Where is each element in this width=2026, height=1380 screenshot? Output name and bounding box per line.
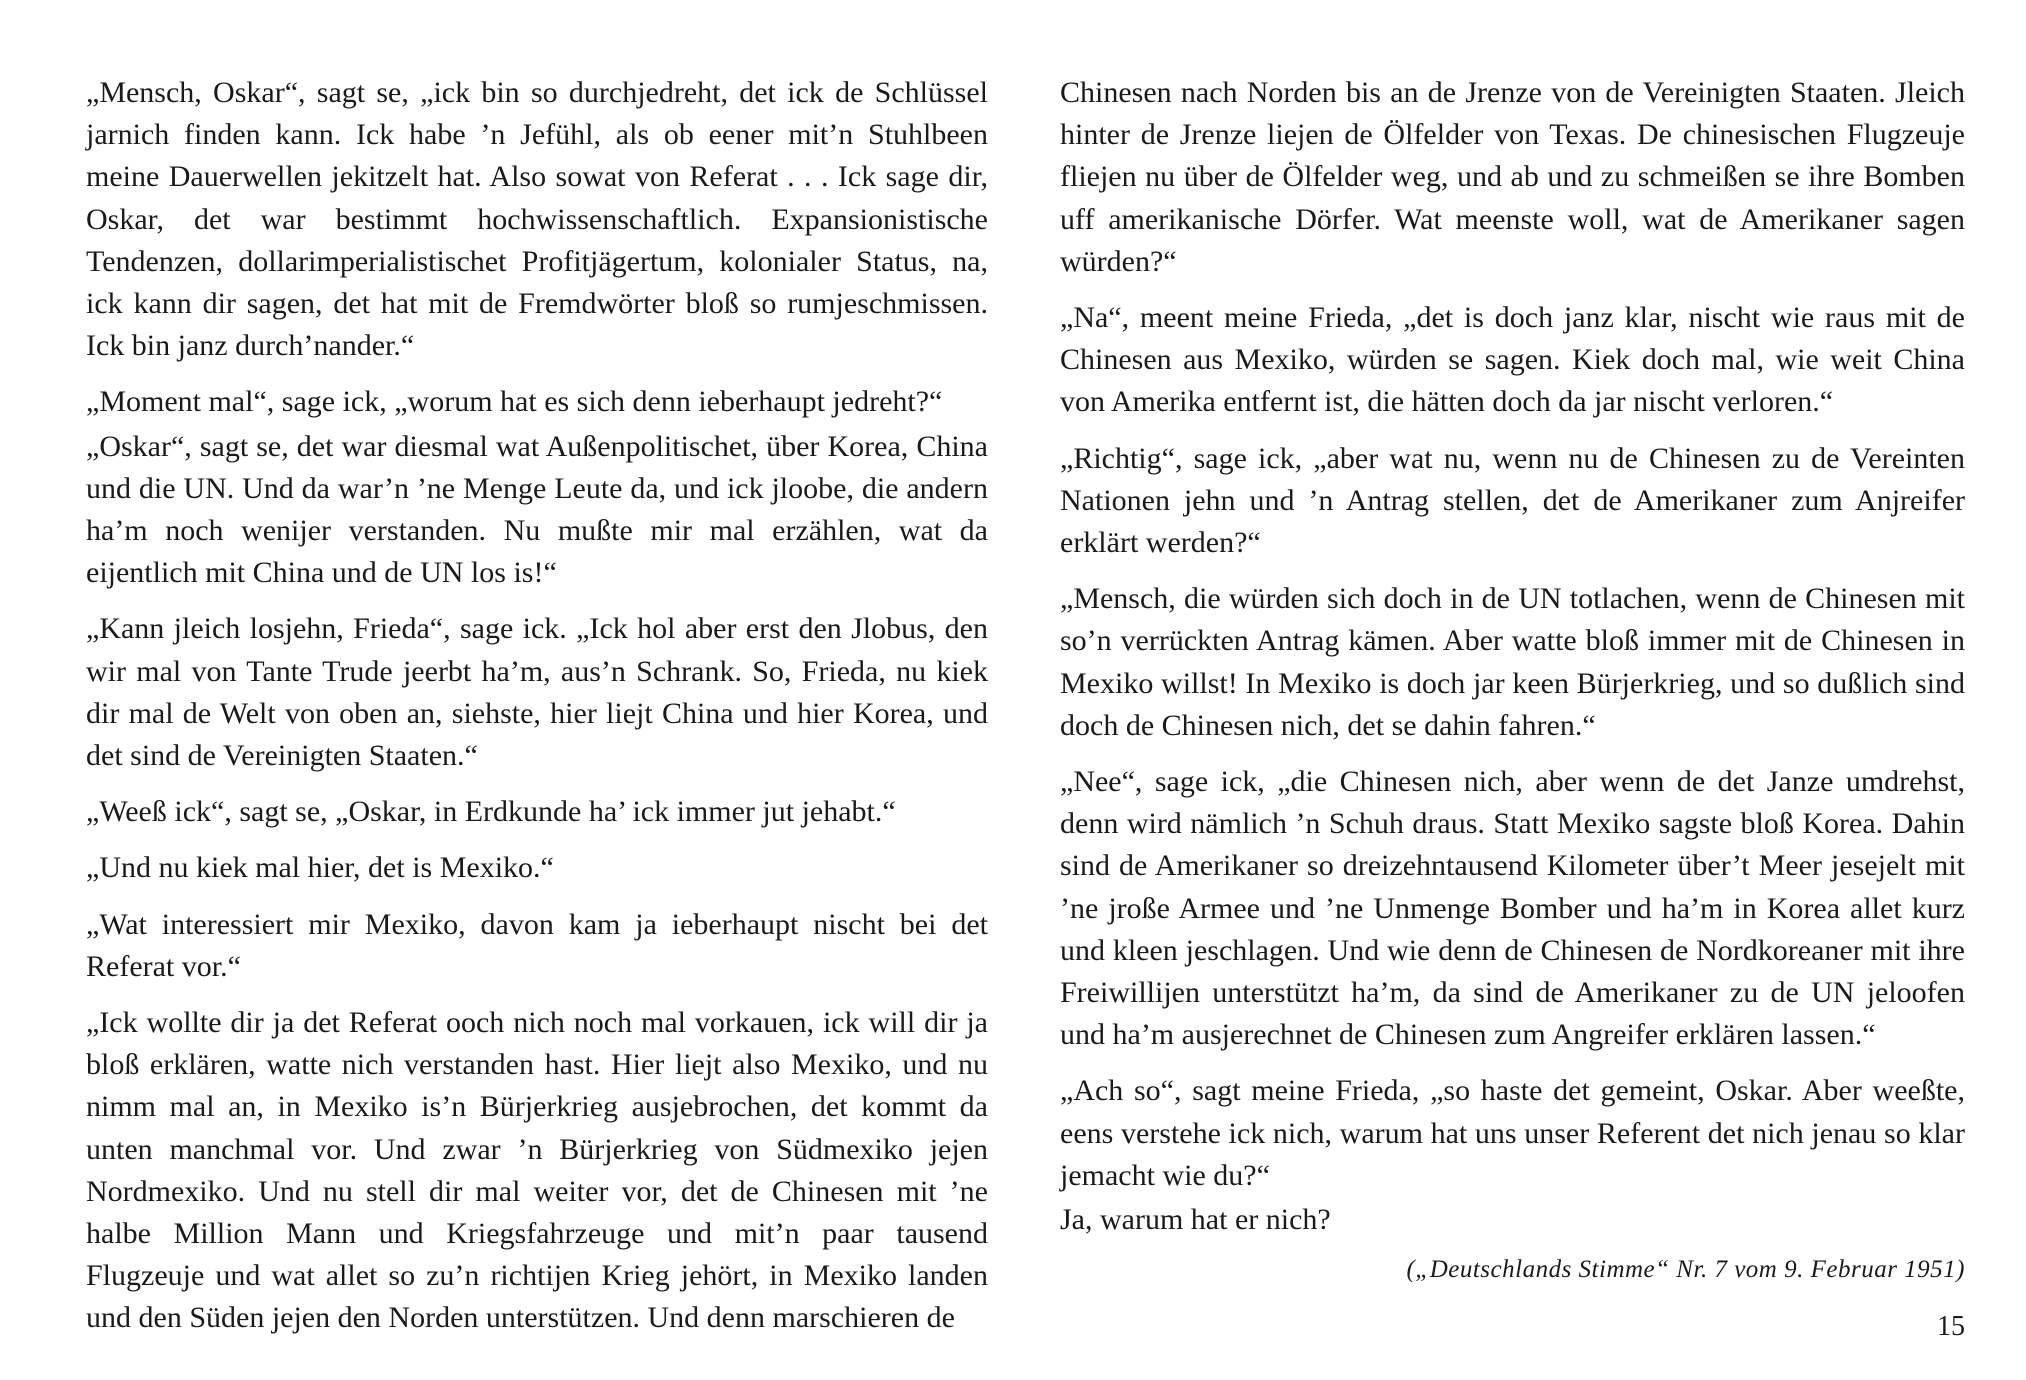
paragraph: „Ick wollte dir ja det Referat ooch nich noch mal vorkauen, ick will dir ja bloß erklären, watte nich verstanden hast. Hier liejt also Mexiko, und nu nimm mal an, in Mexiko is’n Bürjerkrieg ausjebrochen, det kommt da unten manchmal vor. Und zwar ’n Bürjerkrieg von Südmexiko jejen Nordmexiko. Und nu stell dir mal weiter vor, det de Chinesen mit ’ne halbe Million Mann und Kriegsfahrzeuge und mit’n paar tausend Flugzeuje und wat allet so zu’n richtijen Krieg jehört, in Mexiko landen und den Süden jejen den Norden unterstützen. Und denn marschieren de [86,1006,988,1335]
paragraph: „Weeß ick“, sagt se, „Oskar, in Erdkunde ha’ ick immer jut jehabt.“ [86,795,896,829]
paragraph: „Kann jleich losjehn, Frieda“, sage ick. „Ick hol aber erst den Jlobus, den wir mal von Tante Trude jeerbt ha’m, aus’n Schrank. So, Frieda, nu kiek dir mal de Welt von oben an, siehste, hier liejt China und hier Korea, und det sind de Vereinigten Staaten.“ [86,612,988,773]
closing-line: Ja, warum hat er nich? [1060,1203,1331,1237]
paragraph: „Wat interessiert mir Mexiko, davon kam ja ieberhaupt nischt bei det Referat vor.“ [86,907,988,983]
paragraph: „Mensch, die würden sich doch in de UN totlachen, wenn de Chinesen mit so’n verrückten Antrag kämen. Aber watte bloß immer mit de Chinesen in Mexiko willst! In Mexiko is doch jar keen Bürjerkrieg, und so dußlich sind doch de Chinesen nich, det se dahin fahren.“ [1060,582,1965,742]
paragraph: „Moment mal“, sage ick, „worum hat es sich denn ieberhaupt jedreht?“ [86,385,943,419]
source-citation: („Deutschlands Stimme“ Nr. 7 vom 9. Februar 1951) [1406,1256,1965,1283]
paragraph: „Mensch, Oskar“, sagt se, „ick bin so durchjedreht, det ick de Schlüssel jarnich finden kann. Ick habe ’n Jefühl, als ob eener mit’n Stuhlbeen meine Dauerwellen jekitzelt hat. Also sowat von Referat . . . Ick sage dir, Oskar, det war bestimmt hochwissenschaftlich. Expansionistische Tendenzen, dollarimperialistischet Profitjägertum, kolonialer Status, na, ick kann dir sagen, det hat mit de Fremdwörter bloß so rumjeschmissen. Ick bin janz durch’nander.“ [86,76,988,363]
paragraph: Chinesen nach Norden bis an de Jrenze von de Vereinigten Staaten. Jleich hinter de Jrenze liejen de Ölfelder von Texas. De chinesischen Flugzeuje fliejen nu über de Ölfelder weg, und ab und zu schmeißen se ihre Bomben uff amerikanische Dörfer. Wat meenste woll, wat de Amerikaner sagen würden?“ [1060,76,1965,278]
paragraph: „Ach so“, sagt meine Frieda, „so haste det gemeint, Oskar. Aber weeßte, eens verstehe ick nich, warum hat uns unser Referent det nich jenau so klar jemacht wie du?“ [1060,1074,1965,1192]
paragraph: „Richtig“, sage ick, „aber wat nu, wenn nu de Chinesen zu de Vereinten Nationen jehn und ’n Antrag stellen, det de Amerikaner zum Anjreifer erklärt werden?“ [1060,441,1965,560]
paragraph: „Oskar“, sagt se, det war diesmal wat Außenpolitischet, über Korea, China und die UN. Und da war’n ’ne Menge Leute da, und ick jloobe, die andern ha’m noch wenijer verstanden. Nu mußte mir mal erzählen, wat da eijentlich mit China und de UN los is!“ [86,429,988,590]
right-page-text [1060,72,1965,1255]
paragraph: „Nee“, sage ick, „die Chinesen nich, aber wenn de det Janze umdrehst, denn wird nämlich ’n Schuh draus. Statt Mexiko sagste bloß Korea. Dahin sind de Amerikaner so dreizehntausend Kilometer über’t Meer jesejelt mit ’ne jroße Armee und ’ne Unmenge Bomber und ha’m in Korea allet kurz und kleen jeschlagen. Und wie denn de Chinesen de Nordkoreaner mit ihre Freiwillijen unterstützt ha’m, da sind de Amerikaner zu de UN jeloofen und ha’m ausjerechnet de Chinesen zum Angreifer erklären lassen.“ [1060,765,1965,1052]
page-number: 15 [1937,1311,1965,1342]
left-page-text [86,72,988,1354]
paragraph: „Na“, meent meine Frieda, „det is doch janz klar, nischt wie raus mit de Chinesen aus Mexiko, würden se sagen. Kiek doch mal, wie weit China von Amerika entfernt ist, die hätten doch da jar nischt verloren.“ [1060,301,1965,419]
paragraph: „Und nu kiek mal hier, det is Mexiko.“ [86,851,554,885]
